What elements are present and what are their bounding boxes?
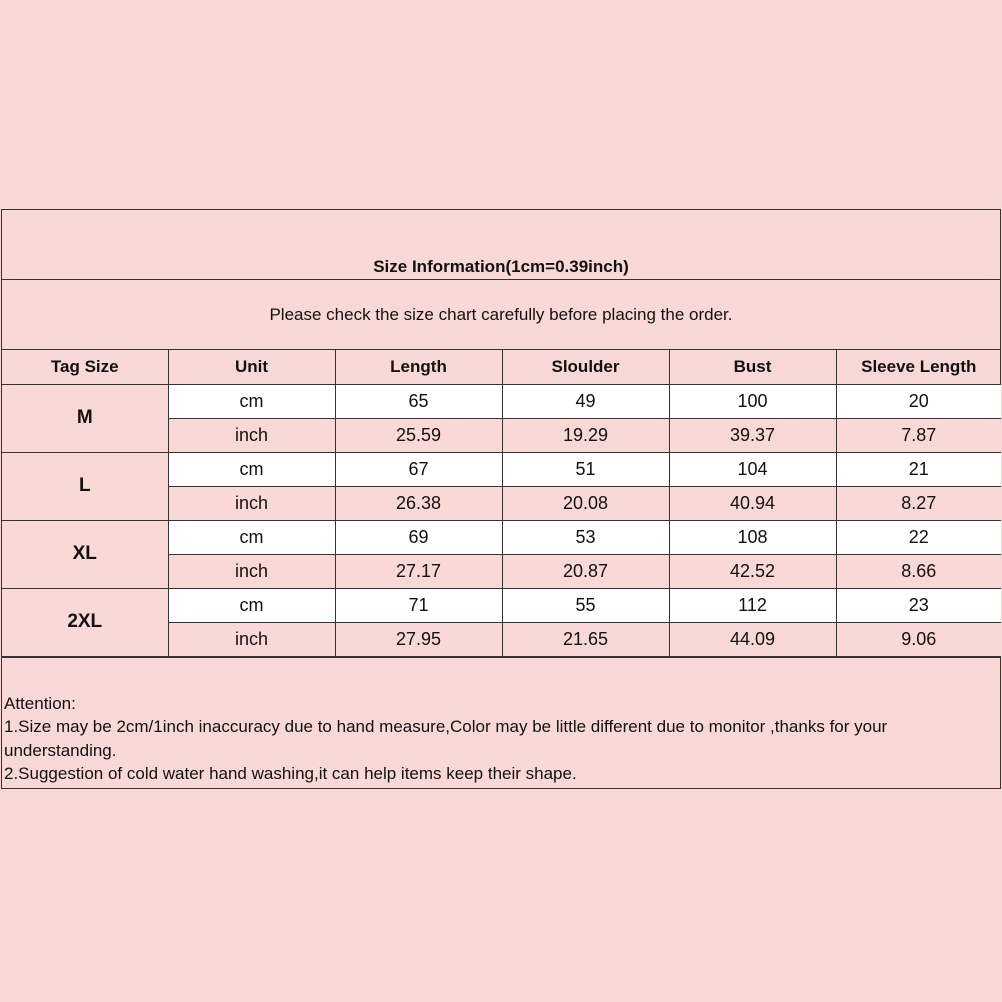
sleeve-cell: 9.06: [836, 622, 1001, 656]
shoulder-cell: 55: [502, 588, 669, 622]
size-table: [2, 350, 1001, 657]
sleeve-cell: 7.87: [836, 418, 1001, 452]
title-row: [2, 210, 1000, 280]
shoulder-cell: 20.87: [502, 554, 669, 588]
sleeve-cell: 23: [836, 588, 1001, 622]
header-sleeve-length: Sleeve Length: [836, 350, 1001, 384]
attention-line-1: 1.Size may be 2cm/1inch inaccuracy due to hand measure,Color may be little different due to monitor ,thanks for your understanding.: [4, 717, 888, 760]
length-cell: 27.95: [335, 622, 502, 656]
size-chart: [1, 209, 1001, 789]
bust-cell: 112: [669, 588, 836, 622]
bust-cell: 100: [669, 384, 836, 418]
length-cell: 26.38: [335, 486, 502, 520]
bust-cell: 104: [669, 452, 836, 486]
shoulder-cell: 21.65: [502, 622, 669, 656]
sleeve-cell: 22: [836, 520, 1001, 554]
bust-cell: 108: [669, 520, 836, 554]
header-unit: Unit: [168, 350, 335, 384]
unit-cell: cm: [168, 520, 335, 554]
length-cell: 27.17: [335, 554, 502, 588]
unit-cell: inch: [168, 622, 335, 656]
chart-title: Size Information(1cm=0.39inch): [373, 257, 629, 276]
attention-heading: Attention:: [4, 693, 76, 713]
header-shoulder: Sloulder: [502, 350, 669, 384]
table-row: [2, 588, 1001, 622]
tag-size-cell: 2XL: [2, 588, 168, 656]
tag-size-cell: L: [2, 452, 168, 520]
shoulder-cell: 49: [502, 384, 669, 418]
bust-cell: 42.52: [669, 554, 836, 588]
chart-note: Please check the size chart carefully before placing the order.: [269, 304, 733, 324]
tag-size-cell: XL: [2, 520, 168, 588]
table-row: [2, 384, 1001, 418]
unit-cell: inch: [168, 486, 335, 520]
attention-notes: [2, 657, 1000, 788]
unit-cell: inch: [168, 418, 335, 452]
length-cell: 65: [335, 384, 502, 418]
sleeve-cell: 21: [836, 452, 1001, 486]
attention-line-2: 2.Suggestion of cold water hand washing,it can help items keep their shape.: [4, 764, 577, 783]
unit-cell: cm: [168, 384, 335, 418]
table-row: [2, 520, 1001, 554]
sleeve-cell: 8.66: [836, 554, 1001, 588]
table-row: [2, 452, 1001, 486]
length-cell: 69: [335, 520, 502, 554]
unit-cell: cm: [168, 452, 335, 486]
note-row: [2, 280, 1000, 350]
bust-cell: 39.37: [669, 418, 836, 452]
unit-cell: inch: [168, 554, 335, 588]
length-cell: 71: [335, 588, 502, 622]
header-bust: Bust: [669, 350, 836, 384]
header-length: Length: [335, 350, 502, 384]
shoulder-cell: 19.29: [502, 418, 669, 452]
length-cell: 25.59: [335, 418, 502, 452]
sleeve-cell: 20: [836, 384, 1001, 418]
header-tag-size: Tag Size: [2, 350, 168, 384]
shoulder-cell: 51: [502, 452, 669, 486]
length-cell: 67: [335, 452, 502, 486]
tag-size-cell: M: [2, 384, 168, 452]
unit-cell: cm: [168, 588, 335, 622]
shoulder-cell: 53: [502, 520, 669, 554]
sleeve-cell: 8.27: [836, 486, 1001, 520]
shoulder-cell: 20.08: [502, 486, 669, 520]
header-row: [2, 350, 1001, 384]
bust-cell: 44.09: [669, 622, 836, 656]
bust-cell: 40.94: [669, 486, 836, 520]
